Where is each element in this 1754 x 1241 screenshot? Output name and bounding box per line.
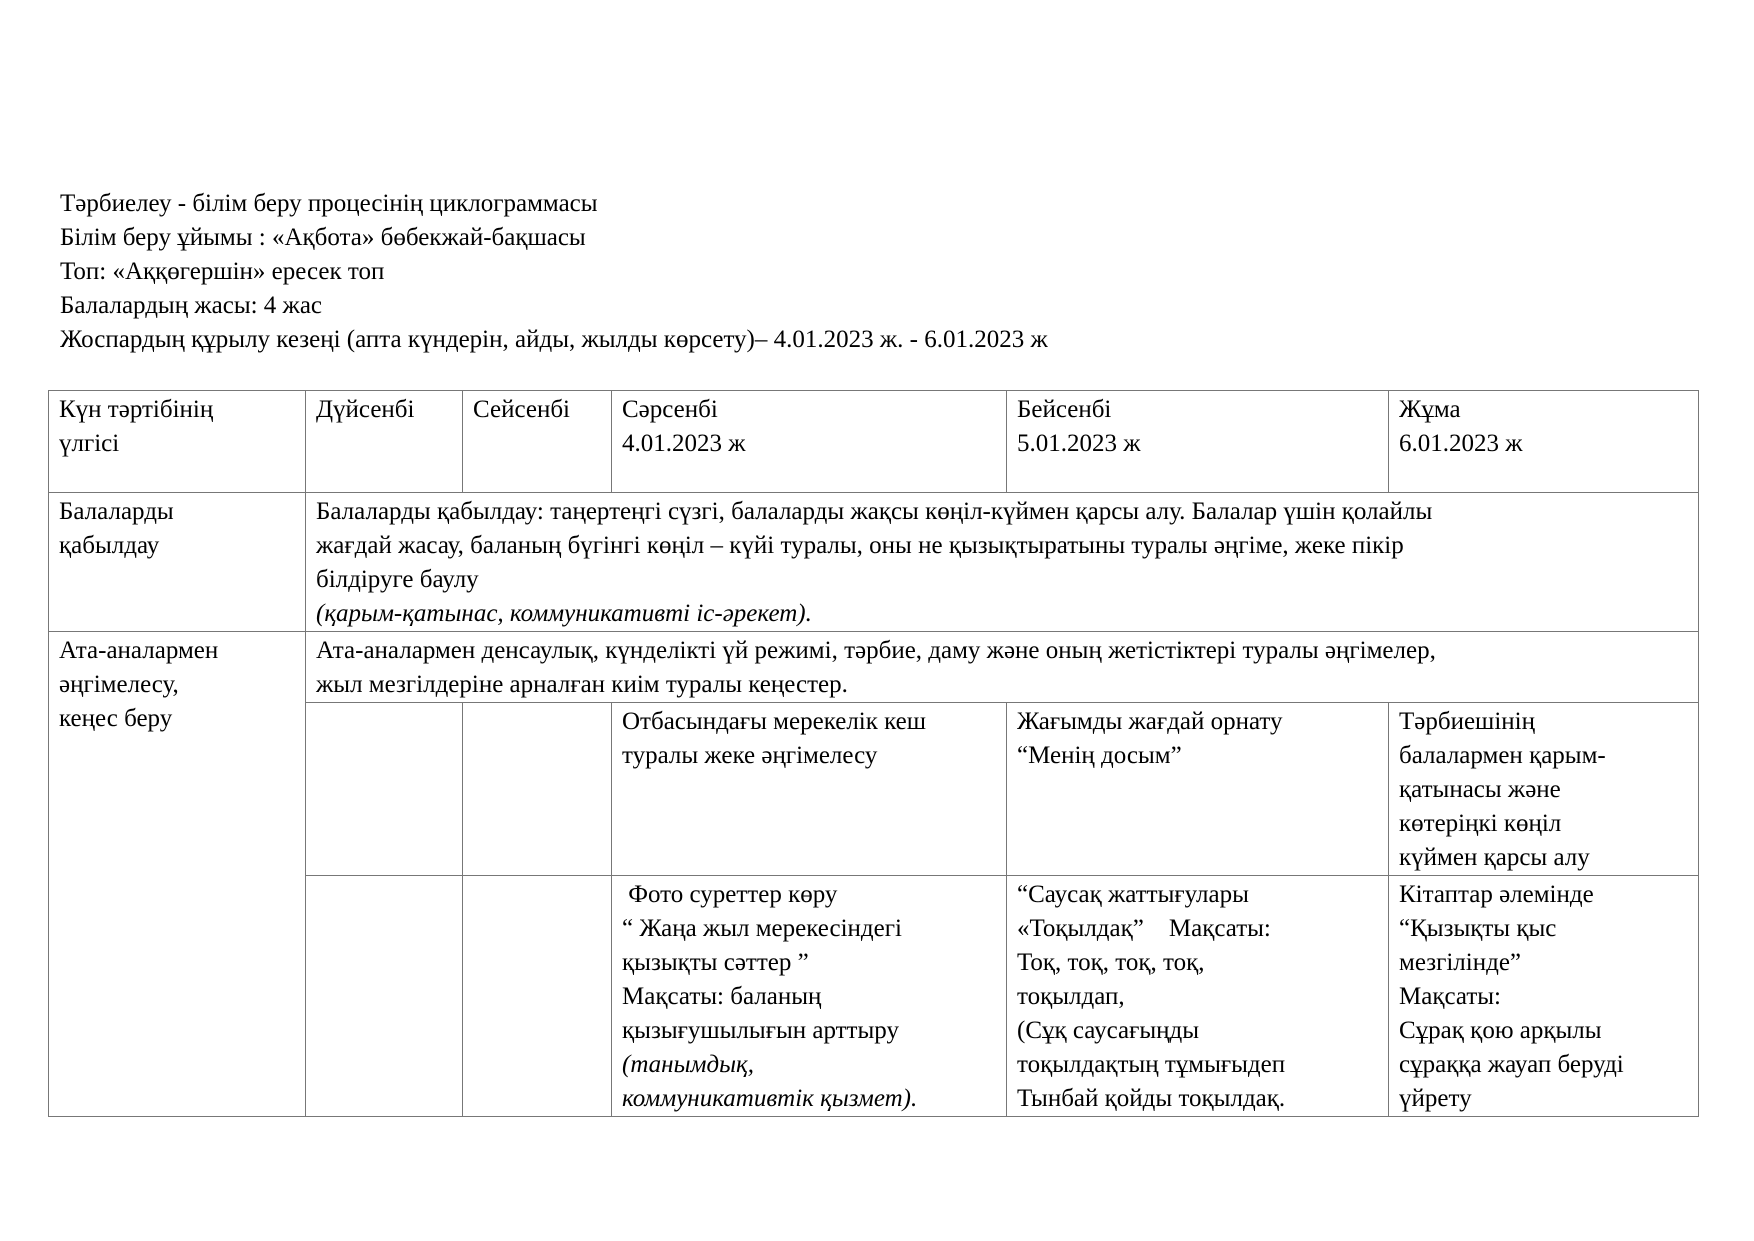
- cell-line: Сұрақ қою арқылы: [1399, 1017, 1602, 1044]
- header-age: Балалардың жасы: 4 жас: [60, 292, 323, 319]
- cell-line: Балаларды қабылдау: таңертеңгі сүзгі, балаларды жақсы көңіл-күймен қарсы алу. Балалар үшін қолайлы: [316, 498, 1433, 525]
- cell-line: Күн тәртібінің: [59, 396, 214, 423]
- cell-empty-monday: [306, 876, 463, 1117]
- cell-line: «Тоқылдақ” Мақсаты:: [1017, 915, 1271, 942]
- cell-line: Тоқ, тоқ, тоқ, тоқ,: [1017, 949, 1205, 976]
- cell-line: білдіруге баулу: [316, 566, 479, 593]
- cell-line: “Саусақ жаттығулары: [1017, 881, 1249, 908]
- cell-line: үйрету: [1399, 1085, 1472, 1112]
- cell-line: кеңес беру: [59, 705, 173, 732]
- cell-empty-tuesday: [463, 876, 612, 1117]
- cell-line: “Қызықты қыс: [1399, 915, 1557, 942]
- parents-description: [306, 632, 1699, 703]
- header-cell-schedule: [49, 391, 306, 493]
- cell-line: (Сұқ саусағыңды: [1017, 1017, 1200, 1044]
- cell-empty-monday: [306, 703, 463, 876]
- cell-friday-books: [1389, 876, 1699, 1117]
- day-name: Сәрсенбі: [622, 396, 718, 423]
- cell-line: қызығушылығын арттыру: [622, 1017, 899, 1044]
- day-date: 4.01.2023 ж: [622, 430, 746, 457]
- cell-line: қатынасы және: [1399, 776, 1561, 803]
- activity-note: коммуникативтік қызмет).: [622, 1085, 918, 1112]
- cell-line: әңгімелесу,: [59, 671, 179, 698]
- cell-line: күймен қарсы алу: [1399, 844, 1590, 871]
- cell-line: Тынбай қойды тоқылдақ.: [1017, 1085, 1286, 1112]
- row-label-parents: [49, 632, 306, 1117]
- header-organization: Білім беру ұйымы : «Ақбота» бөбекжай-бақшасы: [60, 224, 586, 251]
- cell-line: Ата-аналармен: [59, 637, 219, 664]
- cell-line: Фото суреттер көру: [622, 881, 838, 908]
- cell-thursday-finger-exercises: [1007, 876, 1389, 1117]
- cell-line: мезгілінде”: [1399, 949, 1522, 976]
- cell-thursday-activity: [1007, 703, 1389, 876]
- cell-line: үлгісі: [59, 430, 120, 457]
- header-title: Тәрбиелеу - білім беру процесінің циклограммасы: [60, 190, 598, 217]
- header-cell-monday: Дүйсенбі: [306, 391, 463, 493]
- header-cell-tuesday: Сейсенбі: [463, 391, 612, 493]
- cell-line: жыл мезгілдеріне арналған киім туралы кеңестер.: [316, 671, 848, 698]
- cell-line: тоқылдап,: [1017, 983, 1125, 1010]
- day-name: Жұма: [1399, 396, 1461, 423]
- cell-line: қабылдау: [59, 532, 160, 559]
- cell-line: Отбасындағы мерекелік кеш: [622, 708, 927, 735]
- day-name: Бейсенбі: [1017, 396, 1112, 423]
- cell-line: Жағымды жағдай орнату: [1017, 708, 1283, 735]
- cell-line: сұраққа жауап беруді: [1399, 1051, 1624, 1078]
- cell-line: Кітаптар әлемінде: [1399, 881, 1594, 908]
- header-cell-wednesday: [612, 391, 1007, 493]
- schedule-table: [48, 390, 1699, 1117]
- table-header-row: [49, 391, 1699, 493]
- cell-line: туралы жеке әңгімелесу: [622, 742, 878, 769]
- row-label-reception: [49, 493, 306, 632]
- header-group: Топ: «Аққөгершін» ересек топ: [60, 258, 385, 285]
- cell-line: көтеріңкі көңіл: [1399, 810, 1562, 837]
- activity-note: (танымдық,: [622, 1051, 754, 1078]
- cell-wednesday-photos: [612, 876, 1007, 1117]
- reception-description: [306, 493, 1699, 632]
- cell-line: Мақсаты: баланың: [622, 983, 822, 1010]
- table-row-parents: [49, 632, 1699, 703]
- day-date: 6.01.2023 ж: [1399, 430, 1523, 457]
- cell-line: тоқылдақтың тұмығыдеп: [1017, 1051, 1286, 1078]
- cell-line: Балаларды: [59, 498, 174, 525]
- cell-line: Мақсаты:: [1399, 983, 1501, 1010]
- document-header: [60, 187, 1048, 357]
- header-cell-thursday: [1007, 391, 1389, 493]
- activity-note: (қарым-қатынас, коммуникативті іс-әрекет).: [316, 600, 812, 627]
- cell-wednesday-activity: [612, 703, 1007, 876]
- cell-line: “Менің досым”: [1017, 742, 1182, 769]
- day-date: 5.01.2023 ж: [1017, 430, 1141, 457]
- cell-empty-tuesday: [463, 703, 612, 876]
- header-cell-friday: [1389, 391, 1699, 493]
- cell-line: Тәрбиешінің: [1399, 708, 1535, 735]
- cell-line: “ Жаңа жыл мерекесіндегі: [622, 915, 902, 942]
- cell-line: балалармен қарым-: [1399, 742, 1606, 769]
- cell-line: жағдай жасау, баланың бүгінгі көңіл – күйі туралы, оны не қызықтыратыны туралы әңгіме, жеке пікір: [316, 532, 1404, 559]
- header-period: Жоспардың құрылу кезеңі (апта күндерін, айды, жылды көрсету)– 4.01.2023 ж. - 6.01.2023 ж: [60, 326, 1048, 353]
- cell-friday-activity: [1389, 703, 1699, 876]
- table-row-reception: [49, 493, 1699, 632]
- cell-line: қызықты сәттер ”: [622, 949, 809, 976]
- cell-line: Ата-аналармен денсаулық, күнделікті үй режимі, тәрбие, даму және оның жетістіктері туралы әңгімелер,: [316, 637, 1436, 664]
